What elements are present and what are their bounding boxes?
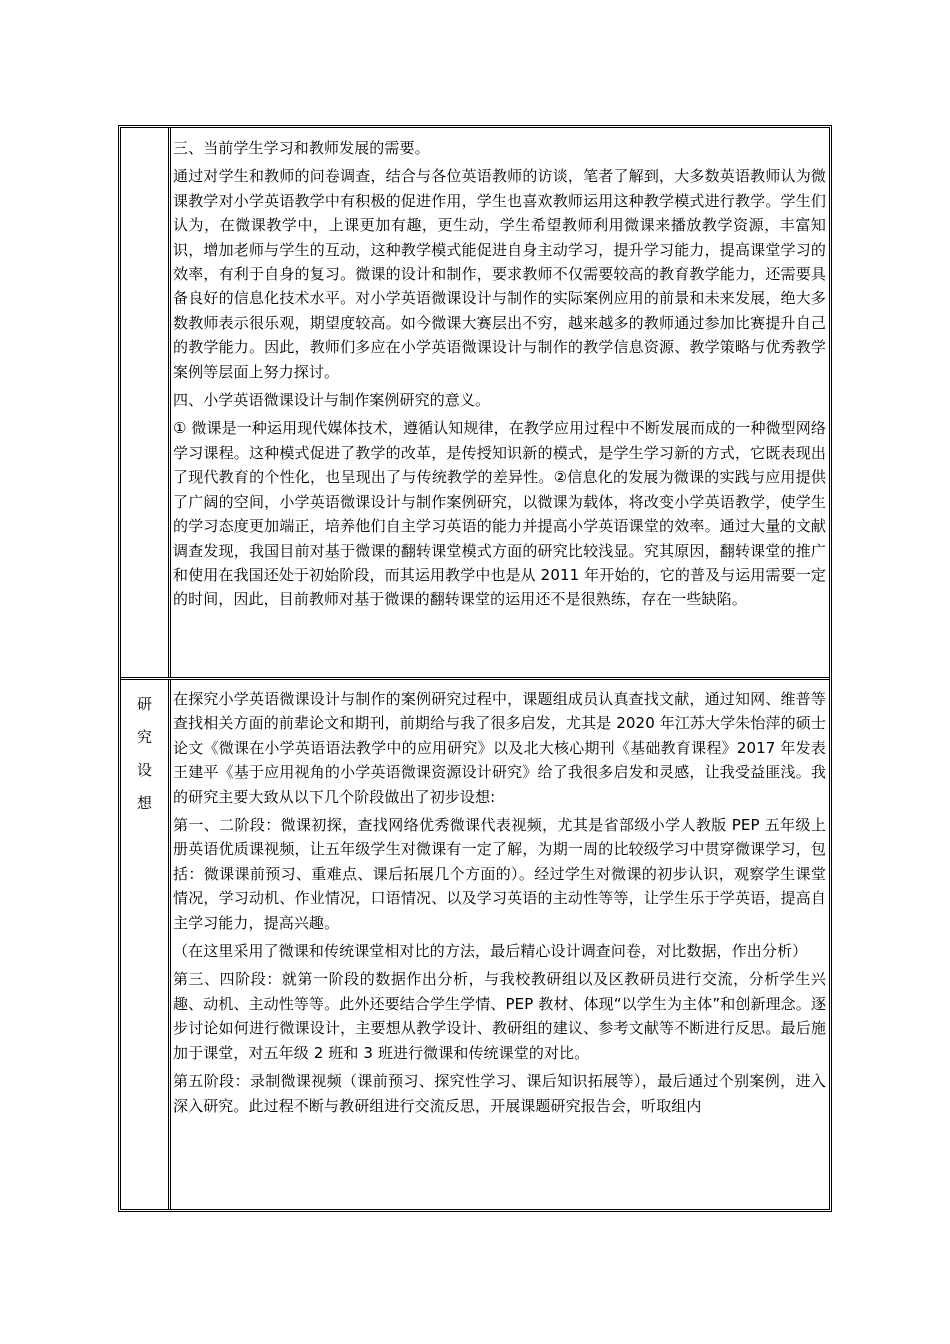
- row-label-cell-research-design: [121, 680, 171, 1209]
- table-row-research-design: [121, 680, 829, 1209]
- label-char: 想: [136, 794, 152, 812]
- label-char: 究: [136, 728, 152, 746]
- paragraph-method-note: （在这里采用了微课和传统课堂相对比的方法，最后精心设计调查问卷，对比数据，作出分析）: [173, 942, 808, 961]
- table-row-background: [121, 128, 829, 680]
- background-content-cell: [172, 128, 827, 677]
- section-heading-needs: 三、当前学生学习和教师发展的需要。: [173, 139, 430, 157]
- document-table: [118, 125, 832, 1212]
- research-design-content-cell: [172, 680, 827, 1209]
- label-char: 设: [136, 761, 152, 779]
- row-label-research-design: [121, 688, 168, 820]
- section-heading-significance: 四、小学英语微课设计与制作案例研究的意义。: [173, 391, 491, 410]
- row-label-cell-empty: [121, 128, 171, 677]
- paragraph-significance-body: ① 微课是一种运用现代媒体技术，遵循认知规律，在教学应用过程中不断发展而成的一种微型网络学习课程。这种模式促进了教学的改革，是传授知识新的模式，是学生学习新的方式，它既表现出了现代教育的个性化，也呈现出了与传统教学的差异性。②信息化的发展为微课的实践与应用提供了广阔的空间，小学英语微课设计与制作案例研究，以微课为载体，将改变小学英语教学，使学生的学习态度更加端正，培养他们自主学习英语的能力并提高小学英语课堂的效率。通过大量的文献调查发现，我国目前对基于微课的翻转课堂模式方面的研究比较浅显。究其原因，翻转课堂的推广和使用在我国还处于初始阶段，而其运用教学中也是从 2011 年开始的，它的普及与运用需要一定的时间，因此，目前教师对基于微课的翻转课堂的运用还不是很熟练，存在一些缺陷。: [173, 419, 826, 609]
- label-char: 研: [136, 695, 152, 713]
- paragraph-literature: 在探究小学英语微课设计与制作的案例研究过程中，课题组成员认真查找文献，通过知网、维普等查找相关方面的前辈论文和期刊，前期给与我了很多启发，尤其是 2020 年江苏大学朱怡萍的硕士论文《微课在小学英语语法教学中的应用研究》以及北大核心期刊《基础教育课程》2017 年发表王建平《基于应用视角的小学英语微课资源设计研究》给了我很多启发和灵感，让我受益匪浅。我的研究主要大致从以下几个阶段做出了初步设想:: [173, 690, 826, 806]
- paragraph-stage-5: 第五阶段：录制微课视频（课前预习、探究性学习、课后知识拓展等），最后通过个别案例，进入深入研究。此过程不断与教研组进行交流反思，开展课题研究报告会，听取组内: [173, 1072, 826, 1115]
- paragraph-stage-3-4: 第三、四阶段：就第一阶段的数据作出分析，与我校教研组以及区教研员进行交流，分析学生兴趣、动机、主动性等等。此外还要结合学生学情、PEP 教材、体现“以学生为主体”和创新理念。逐步讨论如何进行微课设计，主要想从教学设计、教研组的建议、参考文献等不断进行反思。最后施加于课堂，对五年级 2 班和 3 班进行微课和传统课堂的对比。: [173, 970, 826, 1062]
- paragraph-stage-1-2: 第一、二阶段：微课初探，查找网络优秀微课代表视频，尤其是省部级小学人教版 PEP 五年级上册英语优质课视频，让五年级学生对微课有一定了解，为期一周的比较级学习中贯穿微课学习，包括：微课课前预习、重难点、课后拓展几个方面的）。经过学生对微课的初步认识，观察学生课堂情况，学习动机、作业情况，口语情况、以及学习英语的主动性等等，让学生乐于学英语，提高自主学习能力，提高兴趣。: [173, 816, 826, 932]
- paragraph-needs-body: 通过对学生和教师的问卷调查，结合与各位英语教师的访谈，笔者了解到，大多数英语教师认为微课教学对小学英语教学中有积极的促进作用，学生也喜欢教师运用这种教学模式进行教学。学生们认为，在微课教学中，上课更加有趣，更生动，学生希望教师利用微课来播放教学资源，丰富知识，增加老师与学生的互动，这种教学模式能促进自身主动学习，提升学习能力，提高课堂学习的效率，有利于自身的复习。微课的设计和制作，要求教师不仅需要较高的教育教学能力，还需要具备良好的信息化技术水平。对小学英语微课设计与制作的实际案例应用的前景和未来发展，绝大多数教师表示很乐观，期望度较高。如今微课大赛层出不穷，越来越多的教师通过参加比赛提升自己的教学能力。因此，教师们多应在小学英语微课设计与制作的教学信息资源、教学策略与优秀教学案例等层面上努力探讨。: [173, 167, 826, 381]
